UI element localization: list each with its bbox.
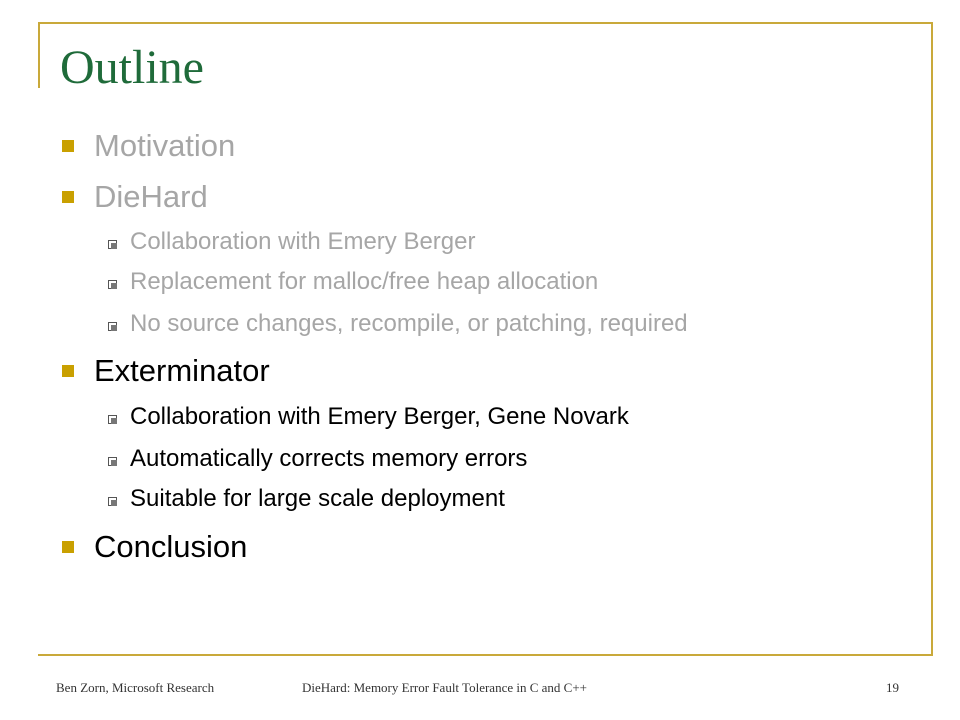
frame-bottom-line (38, 654, 933, 656)
square-bullet-icon (62, 541, 74, 553)
hollow-square-bullet-icon (108, 415, 117, 424)
square-bullet-icon (62, 140, 74, 152)
outline-subitem-label: Collaboration with Emery Berger, Gene Novark (130, 403, 629, 430)
hollow-square-bullet-icon (108, 240, 117, 249)
outline-subitem-label: No source changes, recompile, or patching, required (130, 310, 688, 337)
outline-subitem-label: Replacement for malloc/free heap allocation (130, 268, 599, 295)
outline-item-label: Exterminator (94, 353, 270, 388)
hollow-square-bullet-icon (108, 280, 117, 289)
footer-page-number: 19 (886, 680, 899, 695)
hollow-square-bullet-icon (108, 457, 117, 466)
outline-item-label: Conclusion (94, 529, 248, 564)
square-bullet-icon (62, 365, 74, 377)
hollow-square-bullet-icon (108, 497, 117, 506)
footer-talk-title: DieHard: Memory Error Fault Tolerance in C and C++ (302, 680, 587, 695)
outline-item-label: DieHard (94, 179, 208, 214)
outline-item-label: Motivation (94, 128, 236, 163)
frame-left-line (38, 22, 40, 88)
outline-subitem-label: Suitable for large scale deployment (130, 485, 505, 512)
slide-title: Outline (60, 41, 204, 94)
footer-author: Ben Zorn, Microsoft Research (56, 680, 215, 695)
outline-subitem-label: Collaboration with Emery Berger (130, 228, 476, 255)
hollow-square-bullet-icon (108, 322, 117, 331)
outline-subitem-label: Automatically corrects memory errors (130, 445, 528, 472)
square-bullet-icon (62, 191, 74, 203)
frame-right-line (931, 22, 933, 656)
frame-top-line (38, 22, 933, 24)
